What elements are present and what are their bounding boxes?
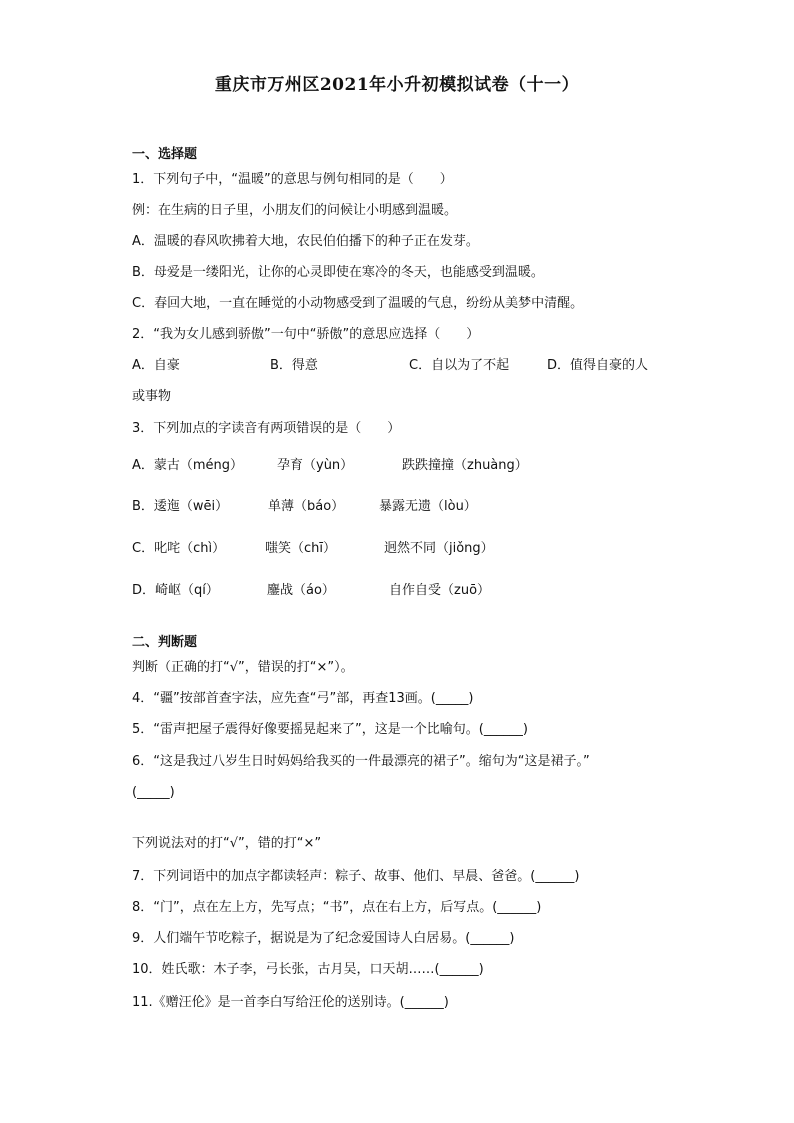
question-3-d-word-1: D．崎岖（qí） xyxy=(132,583,219,598)
question-6: 6．“这是我过八岁生日时妈妈给我买的一件最漂亮的裙子”。缩句为“这是裙子。” xyxy=(132,754,590,769)
question-2-option-a: A．自豪 xyxy=(132,358,180,373)
question-1-example: 例：在生病的日子里，小朋友们的问候让小明感到温暖。 xyxy=(132,203,458,218)
question-3-c-word-1: C．叱咤（chì） xyxy=(132,541,226,556)
judgment-instruction-2: 下列说法对的打“√”，错的打“×” xyxy=(132,836,322,851)
question-3-c-word-3: 迥然不同（jiǒng） xyxy=(384,541,494,556)
question-3-d-word-3: 自作自受（zuō） xyxy=(389,583,491,598)
question-2-option-c: C．自以为了不起 xyxy=(409,358,510,373)
page-title: 重庆市万州区2021年小升初模拟试卷（十一） xyxy=(214,75,580,95)
question-3-option-a xyxy=(132,458,692,474)
question-7: 7．下列词语中的加点字都读轻声：粽子、故事、他们、早晨、爸爸。(______) xyxy=(132,869,580,884)
question-3-stem: 3．下列加点的字读音有两项错误的是（ ） xyxy=(132,421,401,436)
question-4: 4．“疆”按部首查字法，应先查“弓”部，再查13画。(_____) xyxy=(132,691,474,706)
question-3-a-word-1: A．蒙古（méng） xyxy=(132,458,244,473)
question-2-stem: 2．“我为女儿感到骄傲”一句中“骄傲”的意思应选择（ ） xyxy=(132,327,480,342)
section-heading-choice: 一、选择题 xyxy=(132,147,198,162)
question-1-stem: 1．下列句子中，“温暖”的意思与例句相同的是（ ） xyxy=(132,172,453,187)
question-1-option-c: C．春回大地，一直在睡觉的小动物感受到了温暖的气息，纷纷从美梦中清醒。 xyxy=(132,296,584,311)
question-1-option-b: B．母爱是一缕阳光，让你的心灵即使在寒冷的冬天，也能感受到温暖。 xyxy=(132,265,544,280)
question-3-option-d xyxy=(132,583,692,599)
question-3-b-word-3: 暴露无遗（lòu） xyxy=(379,499,477,514)
question-1-option-a: A．温暖的春风吹拂着大地，农民伯伯播下的种子正在发芽。 xyxy=(132,234,479,249)
question-3-a-word-2: 孕育（yùn） xyxy=(277,458,354,473)
question-11: 11.《赠汪伦》是一首李白写给汪伦的送别诗。(______) xyxy=(132,995,449,1010)
question-3-b-word-2: 单薄（báo） xyxy=(268,499,345,514)
question-8: 8．“门”，点在左上方，先写点；“书”，点在右上方，后写点。(______) xyxy=(132,900,542,915)
question-2-option-b: B．得意 xyxy=(270,358,318,373)
question-3-b-word-1: B．逶迤（wēi） xyxy=(132,499,229,514)
question-3-a-word-3: 跌跌撞撞（zhuàng） xyxy=(402,458,528,473)
question-3-option-b xyxy=(132,499,692,515)
question-5: 5．“雷声把屋子震得好像要摇晃起来了”，这是一个比喻句。(______) xyxy=(132,722,528,737)
question-2-option-d-continuation: 或事物 xyxy=(132,389,172,404)
question-3-c-word-2: 嗤笑（chī） xyxy=(265,541,336,556)
question-3-option-c xyxy=(132,541,692,557)
question-3-d-word-2: 鏖战（áo） xyxy=(267,583,335,598)
question-6-answer-blank: (_____) xyxy=(132,785,175,800)
question-10: 10．姓氏歌：木子李，弓长张，古月吴，口天胡……(______) xyxy=(132,962,484,977)
section-heading-judgment: 二、判断题 xyxy=(132,635,198,650)
judgment-instruction-1: 判断（正确的打“√”，错误的打“×”）。 xyxy=(132,660,354,675)
question-9: 9．人们端午节吃粽子，据说是为了纪念爱国诗人白居易。(______) xyxy=(132,931,515,946)
question-2-options xyxy=(132,358,692,374)
question-2-option-d: D．值得自豪的人 xyxy=(547,358,649,373)
